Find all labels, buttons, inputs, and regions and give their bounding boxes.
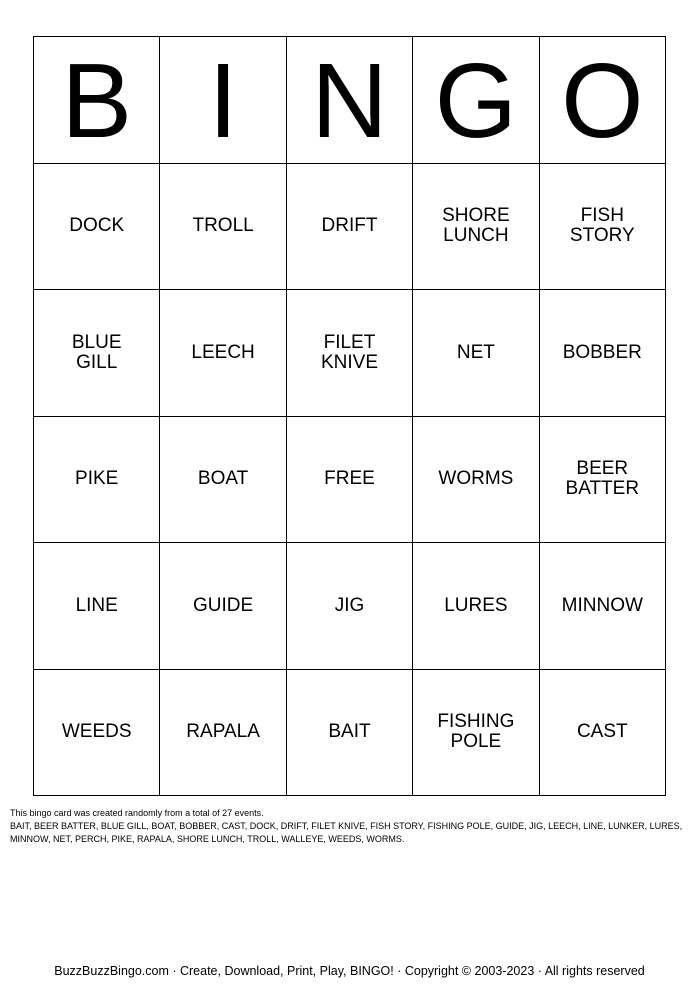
event-count-note: This bingo card was created randomly from a total of 27 events. bbox=[10, 808, 264, 818]
bingo-cell: WORMS bbox=[413, 417, 539, 544]
bingo-cell: NET bbox=[413, 290, 539, 417]
card-info bbox=[10, 807, 690, 846]
bingo-cell: BEER BATTER bbox=[540, 417, 666, 544]
bingo-cell: BOAT bbox=[160, 417, 286, 544]
header-letter-b: B bbox=[34, 37, 160, 164]
bingo-cell: DOCK bbox=[34, 164, 160, 291]
bingo-cell: PIKE bbox=[34, 417, 160, 544]
bingo-cell: RAPALA bbox=[160, 670, 286, 797]
site-footer: BuzzBuzzBingo.com · Create, Download, Print, Play, BINGO! · Copyright © 2003-2023 · All rights reserved bbox=[54, 964, 645, 978]
bingo-cell: BAIT bbox=[287, 670, 413, 797]
bingo-cell: LINE bbox=[34, 543, 160, 670]
bingo-cell: LURES bbox=[413, 543, 539, 670]
bingo-cell: MINNOW bbox=[540, 543, 666, 670]
free-space-cell: FREE bbox=[287, 417, 413, 544]
bingo-cell: SHORE LUNCH bbox=[413, 164, 539, 291]
bingo-card bbox=[33, 36, 666, 796]
bingo-cell: FILET KNIVE bbox=[287, 290, 413, 417]
bingo-cell: GUIDE bbox=[160, 543, 286, 670]
bingo-cell: CAST bbox=[540, 670, 666, 797]
header-letter-g: G bbox=[413, 37, 539, 164]
header-letter-n: N bbox=[287, 37, 413, 164]
event-list: BAIT, BEER BATTER, BLUE GILL, BOAT, BOBBER, CAST, DOCK, DRIFT, FILET KNIVE, FISH STORY, FISHING POLE, GUIDE, JIG, LEECH, LINE, LUNKER, LURES, MINNOW, NET, PERCH, PIKE, RAPALA, SHORE LUNCH, TROLL, WALLEYE, WEEDS, WORMS. bbox=[10, 821, 683, 844]
header-letter-i: I bbox=[160, 37, 286, 164]
bingo-cell: BLUE GILL bbox=[34, 290, 160, 417]
bingo-cell: WEEDS bbox=[34, 670, 160, 797]
bingo-cell: LEECH bbox=[160, 290, 286, 417]
bingo-cell: BOBBER bbox=[540, 290, 666, 417]
header-letter-o: O bbox=[540, 37, 666, 164]
bingo-cell: TROLL bbox=[160, 164, 286, 291]
bingo-cell: JIG bbox=[287, 543, 413, 670]
bingo-cell: FISHING POLE bbox=[413, 670, 539, 797]
bingo-cell: FISH STORY bbox=[540, 164, 666, 291]
bingo-cell: DRIFT bbox=[287, 164, 413, 291]
